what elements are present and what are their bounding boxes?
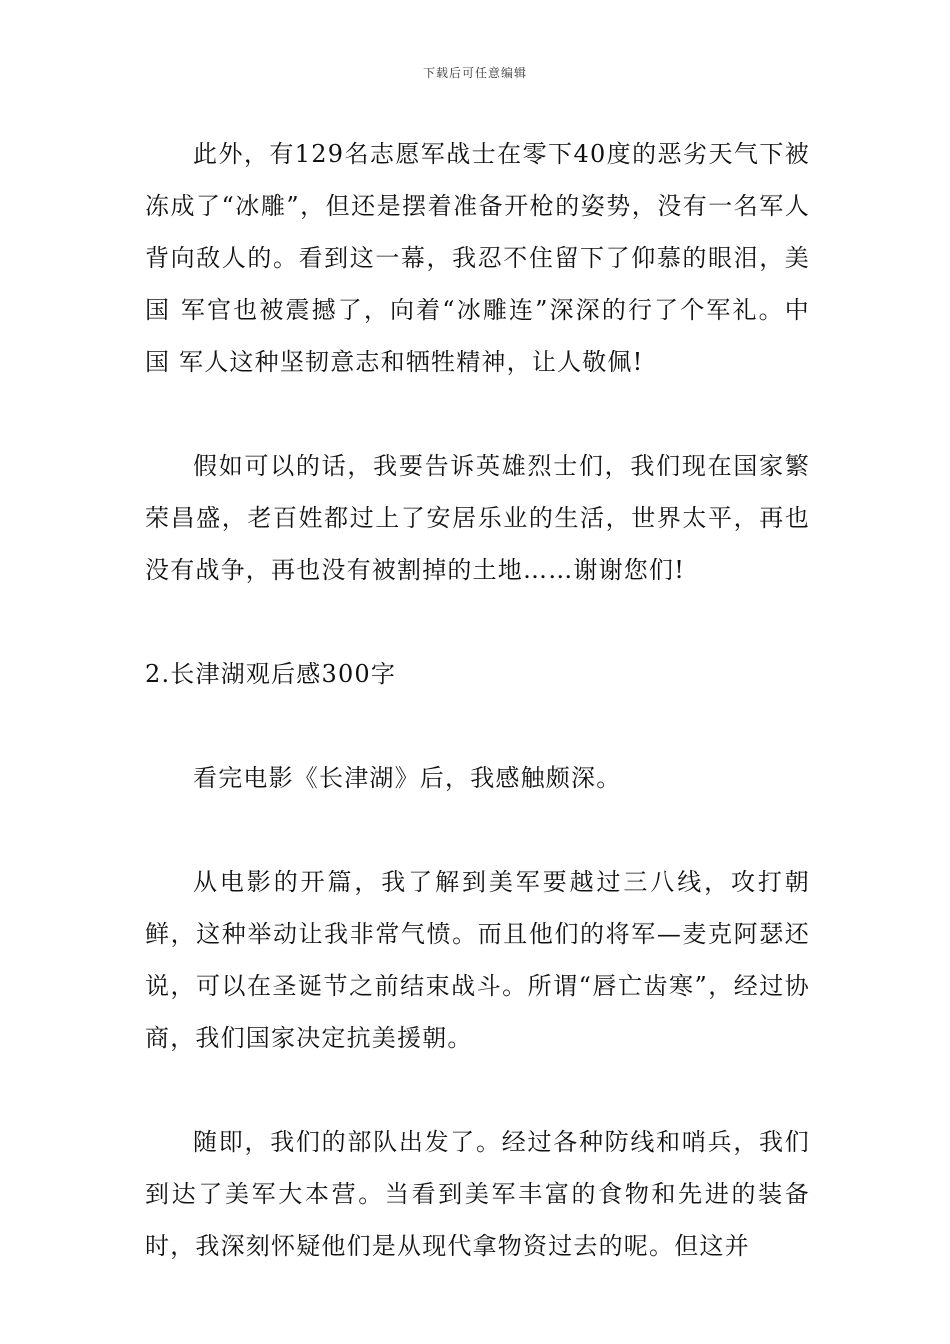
paragraph-gap: [145, 804, 810, 856]
paragraph-gap: [145, 596, 810, 648]
paragraph-tell-heroes: 假如可以的话，我要告诉英雄烈士们，我们现在国家繁荣昌盛，老百姓都过上了安居乐业的生活，世界太平，再也没有战争，再也没有被割掉的土地……谢谢您们!: [145, 452, 810, 584]
section-heading: 2.长津湖观后感300字: [145, 660, 397, 688]
paragraph-gap: [145, 388, 810, 440]
paragraph-troops-depart: 随即，我们的部队出发了。经过各种防线和哨兵，我们到达了美军大本营。当看到美军丰富的食物和先进的装备时，我深刻怀疑他们是从现代拿物资过去的呢。但这并: [145, 1128, 810, 1260]
paragraph-gap: [145, 700, 810, 752]
page-header: 下载后可任意编辑: [422, 66, 527, 80]
document-body: [145, 128, 810, 1272]
paragraph-opening: 从电影的开篇，我了解到美军要越过三八线，攻打朝鲜，这种举动让我非常气愤。而且他们的将军—麦克阿瑟还说，可以在圣诞节之前结束战斗。所谓“唇亡齿寒”，经过协商，我们国家决定抗美援朝。: [145, 868, 810, 1052]
paragraph-gap: [145, 1064, 810, 1116]
paragraph-ice-sculpture: 此外，有129名志愿军战士在零下40度的恶劣天气下被冻成了“冰雕”，但还是摆着准备开枪的姿势，没有一名军人背向敌人的。看到这一幕，我忍不住留下了仰慕的眼泪，美国 军官也被震撼了，向着“冰雕连”深深的行了个军礼。中国 军人这种坚韧意志和牺牲精神，让人敬佩!: [145, 140, 810, 376]
paragraph-after-movie: 看完电影《长津湖》后，我感触颇深。: [193, 764, 622, 792]
